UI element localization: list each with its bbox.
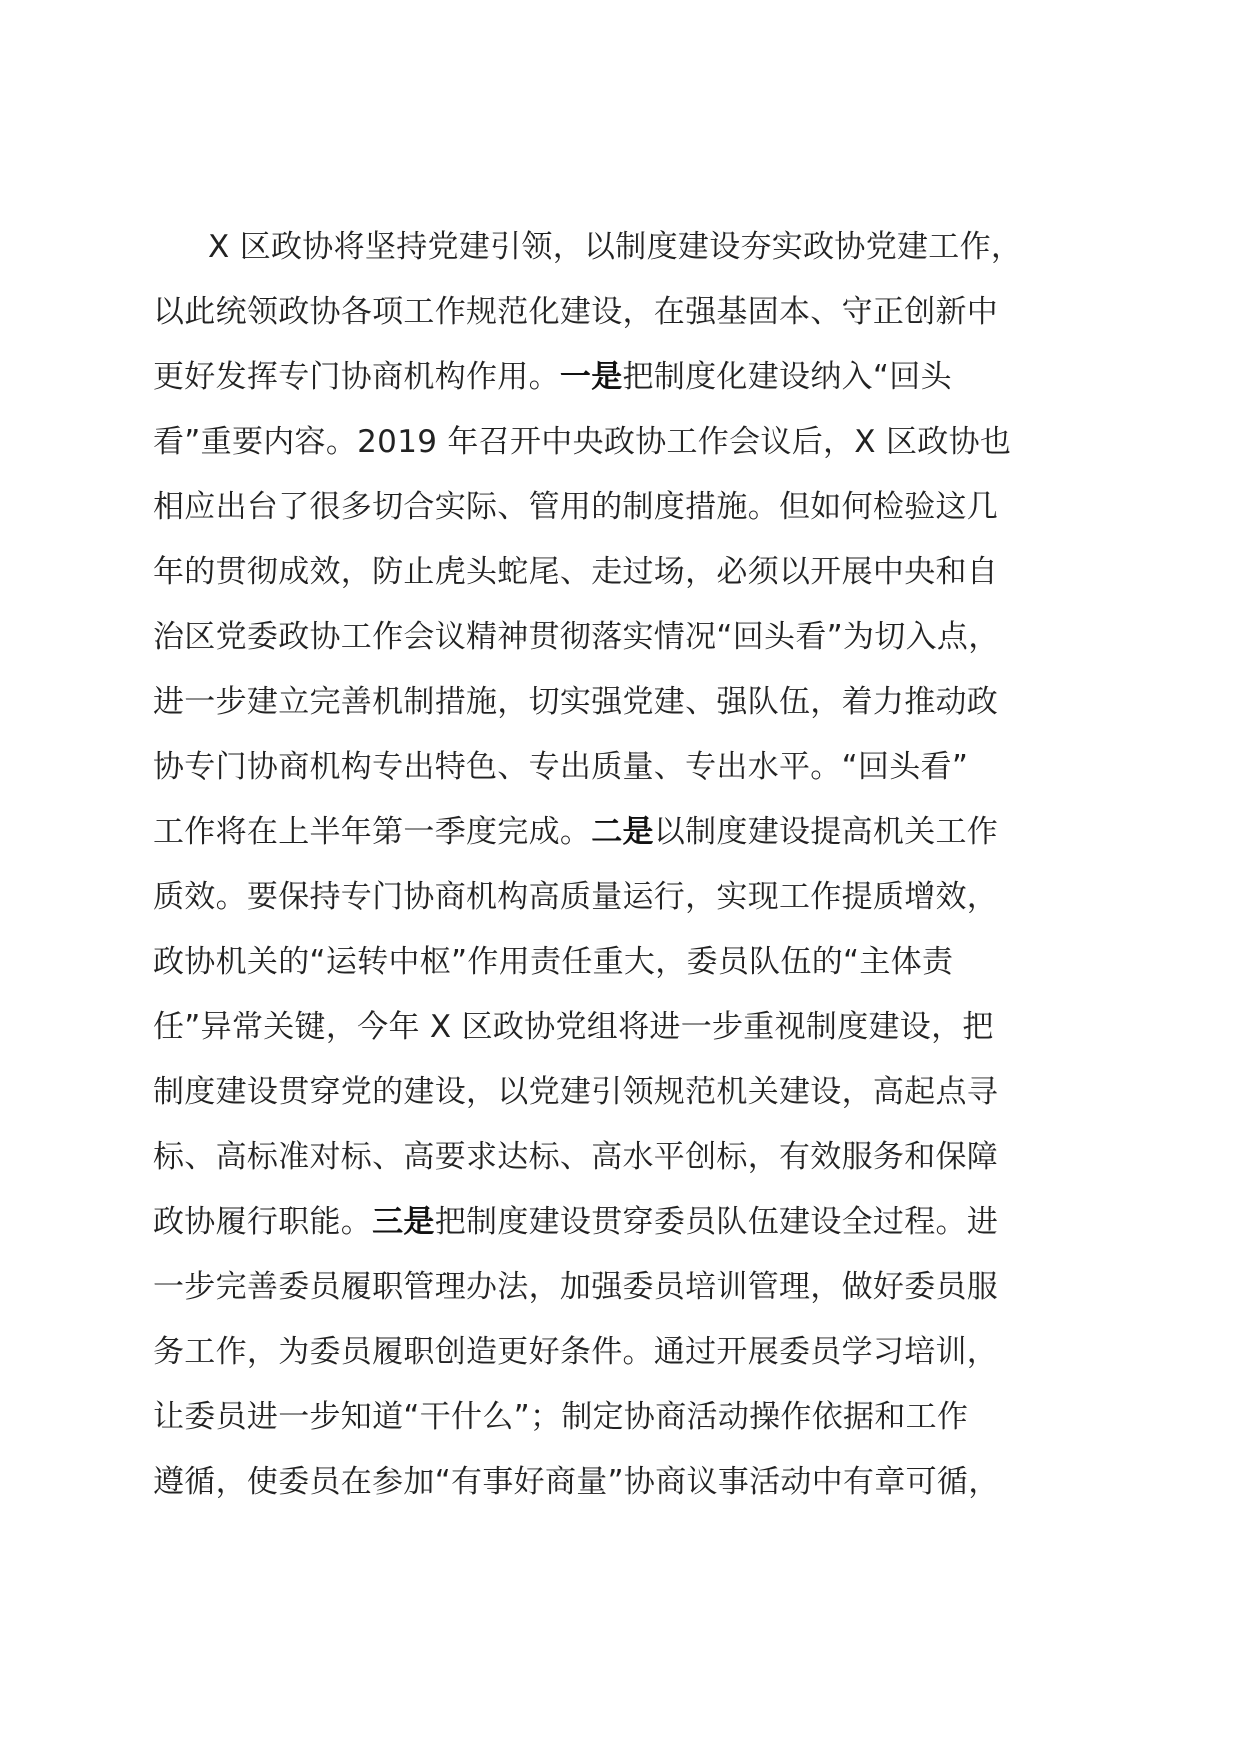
text-segment: 治区党委政协工作会议精神贯彻落实情况“回头看”为切入点， xyxy=(153,619,1000,655)
text-line xyxy=(153,605,1113,670)
text-segment: 政协履行职能。 xyxy=(153,1204,373,1240)
text-line xyxy=(153,345,1113,410)
text-segment: 工作将在上半年第一季度完成。 xyxy=(153,814,592,850)
text-line xyxy=(153,735,1113,800)
text-segment: X 区政协将坚持党建引领，以制度建设夯实政协党建工作， xyxy=(208,229,1023,265)
text-segment: 遵循，使委员在参加“有事好商量”协商议事活动中有章可循， xyxy=(153,1464,1000,1500)
text-segment: 制度建设贯穿党的建设，以党建引领规范机关建设，高起点寻 xyxy=(153,1074,999,1110)
text-line xyxy=(153,1060,1113,1125)
text-segment: 相应出台了很多切合实际、管用的制度措施。但如何检验这几 xyxy=(153,489,999,525)
text-segment: 一步完善委员履职管理办法，加强委员培训管理，做好委员服 xyxy=(153,1269,999,1305)
text-line xyxy=(153,1320,1113,1385)
text-line xyxy=(153,930,1113,995)
text-segment: 更好发挥专门协商机构作用。 xyxy=(153,359,560,395)
bold-lead-phrase: 二是 xyxy=(591,814,654,850)
text-segment: 以制度建设提高机关工作 xyxy=(653,814,999,850)
body-paragraph xyxy=(153,215,1113,1515)
text-segment: 协专门协商机构专出特色、专出质量、专出水平。“回头看” xyxy=(153,749,969,785)
bold-lead-phrase: 三是 xyxy=(372,1204,435,1240)
text-segment: 把制度化建设纳入“回头 xyxy=(622,359,952,395)
text-segment: 质效。要保持专门协商机构高质量运行，实现工作提质增效， xyxy=(153,879,999,915)
text-line xyxy=(153,1255,1113,1320)
text-segment: 把制度建设贯穿委员队伍建设全过程。进 xyxy=(434,1204,999,1240)
text-line xyxy=(153,1125,1113,1190)
text-segment: 任”异常关键，今年 X 区政协党组将进一步重视制度建设，把 xyxy=(153,1009,994,1045)
text-line xyxy=(153,475,1113,540)
text-line xyxy=(153,1190,1113,1255)
text-segment: 以此统领政协各项工作规范化建设，在强基固本、守正创新中 xyxy=(153,294,999,330)
text-segment: 政协机关的“运转中枢”作用责任重大，委员队伍的“主体责 xyxy=(153,944,954,980)
text-line xyxy=(153,215,1113,280)
text-line xyxy=(153,800,1113,865)
text-segment: 标、高标准对标、高要求达标、高水平创标，有效服务和保障 xyxy=(153,1139,999,1175)
text-segment: 务工作，为委员履职创造更好条件。通过开展委员学习培训， xyxy=(153,1334,999,1370)
text-line xyxy=(153,995,1113,1060)
text-line xyxy=(153,410,1113,475)
text-line xyxy=(153,670,1113,735)
text-line xyxy=(153,540,1113,605)
text-segment: 让委员进一步知道“干什么”；制定协商活动操作依据和工作 xyxy=(153,1399,969,1435)
text-line xyxy=(153,865,1113,930)
text-segment: 进一步建立完善机制措施，切实强党建、强队伍，着力推动政 xyxy=(153,684,999,720)
bold-lead-phrase: 一是 xyxy=(559,359,623,395)
text-line xyxy=(153,280,1113,345)
text-segment: 看”重要内容。2019 年召开中央政协工作会议后，X 区政协也 xyxy=(153,424,1012,460)
text-line xyxy=(153,1450,1113,1515)
text-line xyxy=(153,1385,1113,1450)
text-segment: 年的贯彻成效，防止虎头蛇尾、走过场，必须以开展中央和自 xyxy=(153,554,999,590)
